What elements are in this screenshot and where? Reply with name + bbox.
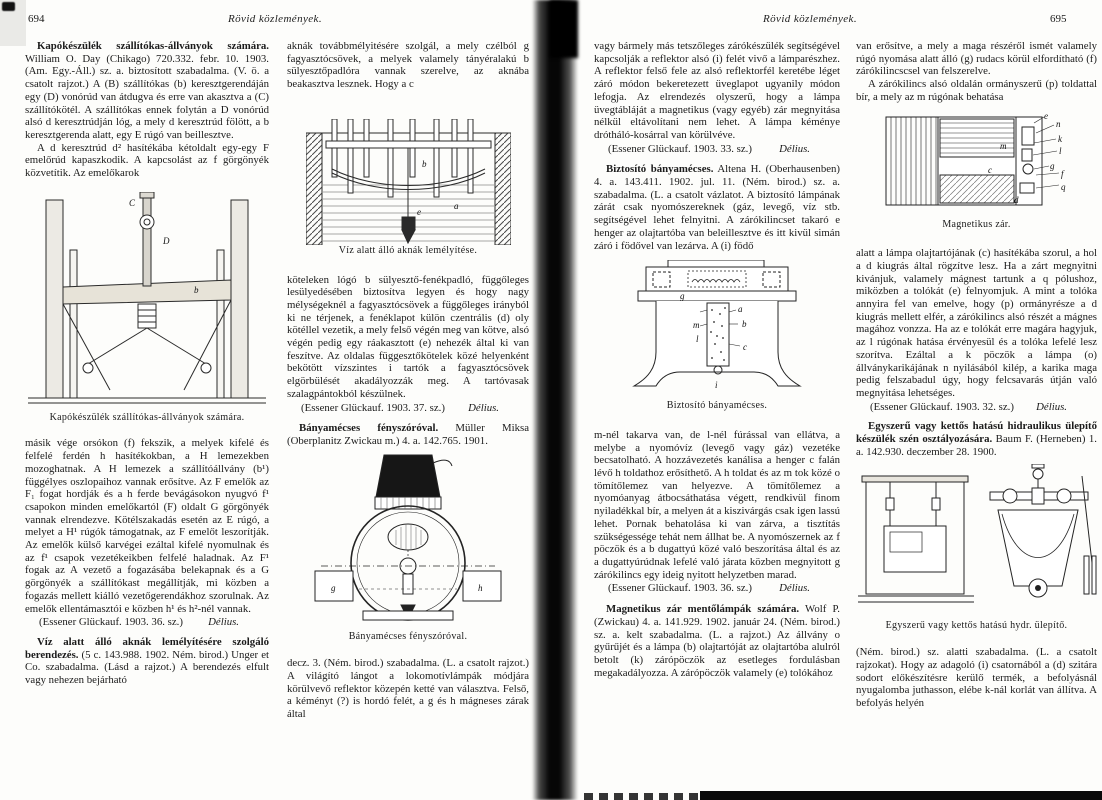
book-gutter-shadow-top bbox=[550, 0, 578, 58]
page-number-left: 694 bbox=[28, 13, 45, 25]
source-ref: (Essener Glückauf. 1903. 32. sz.) bbox=[870, 400, 1014, 413]
figure-label: b bbox=[194, 284, 199, 295]
article-banyamecses-continuation2: vagy bármely más tetszőleges zárókészülék segítségével kapcsolják a reflektor alsó (i) felét vivő a lámparészhez. A reflektor felső fele az alsó reflektorfél keretébe léget záró módon bekeretezett üveglapot ugyanily módon lefogja. Az elrendezés olyszerű, hogy a lámpa üvegtábláját a magnetikus (vagy egyéb) zár megnyitása nélkül eltávolítani nem lehet. A lámpa kéménye drótháló-kosárral van körülvéve. bbox=[594, 40, 840, 141]
figure-label: a bbox=[738, 304, 743, 315]
figure-lampa bbox=[287, 453, 529, 644]
scan-ink-mark bbox=[2, 2, 15, 11]
article-magnetikus-paragraph3: A zárókilincs alsó oldalán ormányszerű (p) toldattal bír, a mely az m rúgónak behatása bbox=[856, 78, 1097, 103]
figure-kapokeszulek bbox=[25, 192, 269, 425]
source-author: Délius. bbox=[208, 616, 239, 629]
figure-kapokeszulek-caption: Kapókészülék szállítókas-állványok számára. bbox=[49, 411, 245, 423]
article-viz-alatt-paragraph3: köteleken lógó b sülyesztő-fenékpadló, függőleges lesülyedésében biztosítva legyen és hogy nagy mélységeknél a fagyasztócsövek a függőleges irányból ki ne térjenek, a fenéklapot külön czentrális (d) oly kötéllel vezetik, a mely felső végén meg van kötve, alsó végén pedig egy ráakasztott (e) nehezék által ki van feszítve. Az oldalas függesztőkötelek közé helyenként bekötött vízszintes i tartók a fagyasztócsövek elgörbülését akadályozzák meg. A tartóvasak szalagpántokból készülnek. bbox=[287, 273, 529, 400]
book-gutter-shadow bbox=[532, 0, 578, 800]
figure-label: m bbox=[1000, 140, 1007, 151]
source-line bbox=[594, 142, 840, 156]
running-title-right: Rövid közlemények. bbox=[763, 13, 857, 25]
figure-label: e bbox=[1044, 110, 1048, 121]
source-author: Délius. bbox=[779, 142, 810, 155]
figure-label: g bbox=[1050, 160, 1055, 171]
figure-label: k bbox=[1058, 133, 1062, 144]
source-ref: (Essener Glückauf. 1903. 33. sz.) bbox=[608, 142, 752, 155]
column-4 bbox=[856, 40, 1097, 798]
figure-label: n bbox=[1056, 118, 1061, 129]
column-1 bbox=[25, 40, 269, 798]
figure-label: q bbox=[1061, 181, 1066, 192]
article-banyamecses-heading: Bányamécses fényszóróval. bbox=[299, 422, 439, 435]
figure-biztosito bbox=[594, 260, 840, 413]
figure-label: c bbox=[743, 342, 747, 353]
source-line bbox=[287, 401, 529, 415]
article-viz-alatt-continuation: aknák továbbmélyitésére szolgál, a mely czélból g fagyasztócsövek, a melyek valamely tányéralakú b sülyesztőpadlóra vannak szerelve, az aknába beakasztva lesznek. Hogy a c bbox=[287, 40, 529, 91]
article-kapokeszulek-heading: Kapókészülék szállítókas-állványok számára. bbox=[37, 40, 269, 52]
figure-lampa-drawing bbox=[287, 453, 529, 623]
article-banyamecses-continuation: decz. 3. (Ném. birod.) szabadalma. (L. a csatolt rajzot.) A világító lángot a lokomotívlámpák módjára körülvevő reflektor közepén ketté van választva. Felső, a kéményt (?) is hordó felét, a g és h mágneses zárak által bbox=[287, 657, 529, 721]
source-ref: (Essener Glückauf. 1903. 37. sz.) bbox=[301, 401, 445, 414]
article-biztosito bbox=[594, 163, 840, 252]
article-magnetikus-text: Wolf P. (Zwickau) 4. a. 141.929. 1902. január 24. (Ném. birod.) sz. a. kelt szabadalma. (L. a rajzot.) Az állvány o gyűrűjét és a lámpa (b) olajtartóját az olajtartóba alulról betolt (k) zárópöczök az esetleges fordulásban megakadályozza. A zárópöczök valamely (e) tolókához bbox=[594, 603, 840, 679]
article-magnetikus bbox=[594, 603, 840, 679]
figure-ulepito bbox=[856, 464, 1097, 633]
source-author: Délius. bbox=[779, 582, 810, 595]
figure-biztosito-drawing bbox=[622, 260, 812, 394]
running-title-left: Rövid közlemények. bbox=[228, 13, 322, 25]
column-2 bbox=[287, 40, 529, 798]
article-biztosito-heading: Biztosító bányamécses. bbox=[606, 163, 714, 176]
figure-label: h bbox=[478, 582, 483, 593]
article-kapokeszulek-paragraph2: A d keresztrúd d² hasítékába kétoldalt egy-egy F emelőrúd kapaszkodik. A kapcsolást az f görgönyék közvetítik. Az emelőkarok bbox=[25, 141, 269, 180]
figure-lampa-caption: Bányamécses fényszóróval. bbox=[348, 630, 468, 642]
source-author: Délius. bbox=[1036, 400, 1067, 413]
figure-ulepito-caption: Egyszerű vagy kettős hatású hydr. ülepítő. bbox=[885, 620, 1068, 632]
article-banyamecses-text: Müller Miksa (Oberplanitz Zwickau m.) 4. a. 142.765. 1901. bbox=[287, 422, 529, 447]
page-number-right: 695 bbox=[1050, 13, 1067, 25]
article-viz-alatt-text: (5 c. 143.988. 1902. Ném. birod.) Unger et Co. szabadalma. (Lásd a rajzot.) A berendezés elfult vagy nehezen bejárható bbox=[25, 648, 269, 687]
article-ulepito bbox=[856, 420, 1097, 458]
figure-label: g bbox=[331, 582, 336, 593]
article-kapokeszulek-text: William O. Day (Chikago) 720.332. febr. 10. 1903. (Am. Egy.-Áll.) sz. a. biztosított szabadalma. (V. ö. a csatolt rajzot.) A (B) szállítókas (b) keresztgerendáján egy (D) vonórúd van átdugva és erre van akasztva a (C) szállítókötél. A szállítókas ennek folytán a D vonórúd alsó d keresztrúdján lóg, a mely d keresztrúd fölött, a b keresztgerenda alatt, egy E rúgó van beillesztve. bbox=[25, 52, 269, 141]
figure-akna-drawing bbox=[306, 119, 511, 245]
figure-label: i bbox=[715, 380, 718, 391]
article-ulepito-continuation: (Ném. birod.) sz. alatti szabadalma. (L. a csatolt rajzokat). Hogy az adagoló (i) csatornából a (d) szitára sodort előkészítésre kerülő termék, a befolyásnál nyugalomba juthasson, elébe k-nál korlát van állítva. A befolyás helyén bbox=[856, 646, 1097, 709]
figure-akna-caption: Víz alatt álló aknák lemélyítése. bbox=[338, 244, 478, 256]
figure-label: b bbox=[421, 158, 426, 169]
article-banyamecses bbox=[287, 422, 529, 447]
figure-kapokeszulek-drawing bbox=[26, 192, 268, 412]
source-ref: (Essener Glückauf. 1903. 36. sz.) bbox=[608, 582, 752, 595]
figure-magnetikus-zar-drawing bbox=[884, 111, 1069, 211]
figure-biztosito-caption: Biztosító bányamécses. bbox=[666, 400, 768, 412]
figure-label: a bbox=[453, 200, 458, 211]
article-kapokeszulek bbox=[25, 40, 269, 142]
article-ulepito-text: Baum F. (Herneben) 1. a. 142.930. deczember 28. 1900. bbox=[856, 433, 1097, 458]
figure-label: f bbox=[1061, 168, 1064, 179]
source-author: Délius. bbox=[468, 401, 499, 414]
article-ulepito-heading: Egyszerű vagy kettős hatású hidraulikus ülepítő készülék szén osztályozására. bbox=[856, 420, 1097, 446]
article-biztosito-text: Altena H. (Oberhausenben) 4. a. 143.411. 1902. jul. 11. (Ném. birod.) sz. a. szabadalma. (L. a csatolt vázlatot. A biztosító lámpának zárát csak nyomószereknek (gáz, levegő, víz stb. segítségével lehet felnyitni. A zárókilincset takaró e henger az olajtartóba van beleillesztve és itt kivül simán záró i födővel van lezárva. A (i) födő bbox=[594, 163, 840, 252]
article-viz-alatt bbox=[25, 636, 269, 687]
source-line bbox=[856, 400, 1097, 414]
figure-label: D bbox=[163, 235, 170, 246]
figure-label: d bbox=[1014, 194, 1019, 205]
article-magnetikus-heading: Magnetikus zár mentőlámpák számára. bbox=[606, 603, 800, 616]
figure-ulepito-drawing bbox=[856, 464, 1097, 616]
figure-label: g bbox=[680, 291, 685, 302]
article-magnetikus-continuation: van erősítve, a mely a maga részéről ismét valamely rúgó nyomása alatt álló (g) rudacs körül elfordítható (f) zárókilincscsel van felszerelve. bbox=[856, 40, 1097, 78]
figure-label: C bbox=[129, 197, 136, 208]
figure-label: b bbox=[742, 319, 747, 330]
figure-label: l bbox=[696, 334, 699, 345]
article-biztosito-paragraph2: m-nél takarva van, de l-nél fúrással van ellátva, a melybe a nyomóvíz (levegő vagy gáz) vezetéke becsatolható. A hozzávezetés kanálisa a henger c falán lévő h toldathoz erősíthető. A h toldat és az m tok közé o tömítőlemez van helyezve. A tömítőlemez a nyomóanyag átbocsáthatása végett, rendkivül finom nyiladékkal bír, a melyen át a kiszivárgás csak igen lassú lehet. Pornak behatolása ki van zárva, a tisztítás szükségessége tehát nem állhat be. A nyomószernek az f pöczök és a b dugattyú közé való beszorítása által és az a dugattyúrúdnak lefelé való járata közben megnyitott g zárókilincs egy ideig nyitott helyzetben marad. bbox=[594, 428, 840, 581]
figure-magnetikus-zar-caption: Magnetikus zár. bbox=[942, 218, 1011, 230]
source-line bbox=[594, 581, 840, 595]
figure-magnetikus-zar bbox=[856, 111, 1097, 232]
figure-akna bbox=[287, 119, 529, 258]
figure-label: m bbox=[693, 320, 700, 331]
source-line bbox=[25, 615, 269, 629]
article-magnetikus-paragraph4: alatt a lámpa olajtartójának (c) hasítékába szorul, a hol a d kiugrás által rögzítve lesz. Ha a zárt megnyitni kivánjuk, valamely mágnest tartunk a q pólushoz, miközben a tolókát (e) felnyomjuk. A mint a tolóka annyira fel van emelve, hogy (p) ormányrésze a d kiugrás mellett elfér, a zárókilincs alsó részét a mágnes magához vonzza. Ha az e tolókát erre magára hagyjuk, az l rúgónak hatása érvényesül és a tolóka lefelé lesz szorítva. Ezáltal a k pöczök a lámpa (o) állványkarikájának n nyilásából kilép, a karika maga pedig felszabadul úgy, hogy felcsavarás útján való megnyitása lehetséges. bbox=[856, 247, 1097, 399]
source-ref: (Essener Glückauf. 1903. 36. sz.) bbox=[39, 616, 183, 629]
article-viz-alatt-heading: Víz alatt álló aknák lemélyítésére szolgáló berendezés. bbox=[25, 635, 269, 661]
figure-label: e bbox=[416, 206, 421, 217]
article-kapokeszulek-paragraph3: másik vége orsókon (f) fekszik, a melyek kifelé és felfelé ferdén h hasítékokban, a H lemezekben mozoghatnak. A H lemezek a szállítóállvány (b¹) függélyes oszlopaihoz vannak erősítve. Az F emelők az F₁ fogat hordják és a h ferde bevágásokon nyugvó f¹ csapokon minden emelőkartól (F) oldalt G görgönyék vannak elrendezve. Kötélszakadás esetén az E rúgó, a melyet a H¹ rúgók támogatnak, az F emelőt leszorítják. Az emelők külső karvégei ezáltal kifelé nyomulnak és az f¹ csapok vezetékeikben felfelé haladnak. Az F¹ fogak az A vezető a fogazásába belekapnak és a G görgönyék a szállítókast megállítják, mi közben a fogazás mellett kiálló vezetőgerendákhoz szorulnak. Az emelők ellentámasztói e közben h¹ és h²-nél vannak. bbox=[25, 437, 269, 615]
figure-label: l bbox=[1059, 145, 1062, 156]
column-3 bbox=[594, 40, 840, 798]
figure-label: c bbox=[988, 164, 992, 175]
